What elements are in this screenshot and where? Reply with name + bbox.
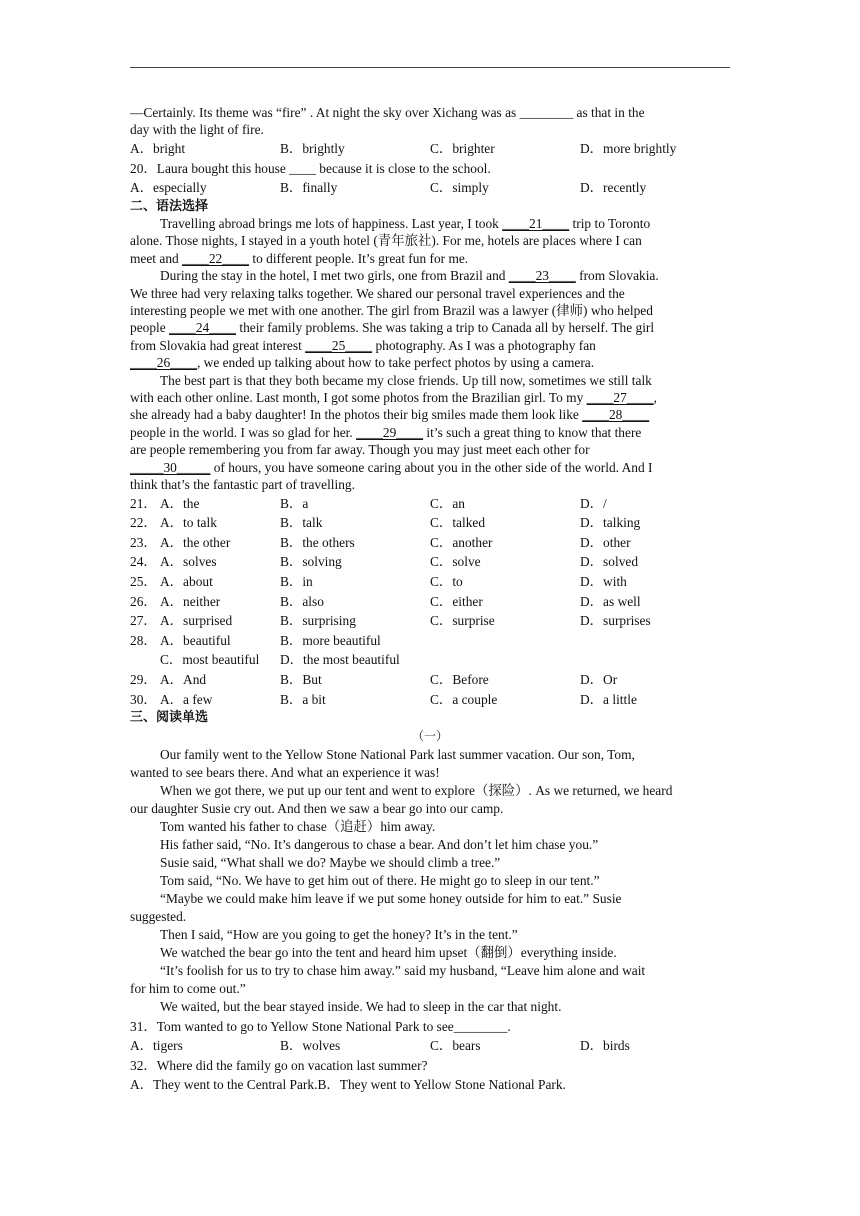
passage-text: people in the world. I was so glad for her. xyxy=(130,424,357,440)
passage-text: from Slovakia. xyxy=(575,268,659,284)
question-number: 21． xyxy=(130,495,157,511)
q20-option-b[interactable]: B．finally xyxy=(280,180,338,196)
passage2-line xyxy=(130,354,730,371)
option-c[interactable]: C．talked xyxy=(430,515,486,531)
passage-text: , we ended up talking about how to take perfect photos by using a camera. xyxy=(196,355,595,371)
q29-options xyxy=(130,670,730,690)
section3-title: 三、阅读单选 xyxy=(130,710,209,726)
q24-options xyxy=(130,552,730,572)
q32-option-b[interactable]: B．They went to Yellow Stone National Park. xyxy=(317,1077,566,1093)
passage2-line xyxy=(130,250,730,267)
option-a[interactable]: A．a few xyxy=(160,691,213,707)
q32-option-a[interactable]: A．They went to the Central Park. xyxy=(130,1077,318,1093)
option-b[interactable]: B．surprising xyxy=(280,613,356,629)
q31-option-a[interactable]: A．tigers xyxy=(130,1038,183,1054)
option-c[interactable]: C．solve xyxy=(430,554,481,570)
blank-21[interactable]: ____21____ xyxy=(502,216,570,231)
exam-page xyxy=(130,104,730,1095)
q19-line1: —Certainly. Its theme was “fire” . At night the sky over Xichang was as ________ as that in the xyxy=(130,105,645,120)
passage2-line xyxy=(130,337,730,354)
option-c[interactable]: C．most beautiful xyxy=(160,652,260,668)
option-a[interactable]: A．the other xyxy=(160,534,231,550)
q19-options xyxy=(130,139,730,159)
passage3-line: wanted to see bears there. And what an experience it was! xyxy=(130,765,440,781)
grammar-passage xyxy=(130,215,730,494)
question-number: 22． xyxy=(130,515,157,531)
question-number: 26． xyxy=(130,593,157,609)
q27-options xyxy=(130,611,730,631)
option-a[interactable]: A．neither xyxy=(160,593,221,609)
passage3-line: Susie said, “What shall we do? Maybe we should climb a tree.” xyxy=(160,855,501,871)
option-b[interactable]: B．more beautiful xyxy=(280,632,381,648)
passage3-line: We waited, but the bear stayed inside. We had to sleep in the car that night. xyxy=(160,999,562,1015)
option-d[interactable]: D．as well xyxy=(580,593,641,609)
question-number: 29． xyxy=(130,671,157,687)
q20-option-a[interactable]: A．especially xyxy=(130,180,207,196)
passage-text: she already had a baby daughter! In the photos their big smiles made them look like xyxy=(130,407,583,423)
option-b[interactable]: B．also xyxy=(280,593,324,609)
passage3-line: His father said, “No. It’s dangerous to chase a bear. And don’t let him chase you.” xyxy=(160,837,599,853)
option-d[interactable]: D．surprises xyxy=(580,613,651,629)
passage3-line: “Maybe we could make him leave if we put some honey outside for him to eat.” Susie xyxy=(160,891,622,907)
option-b[interactable]: B．solving xyxy=(280,554,342,570)
q19-line2: day with the light of fire. xyxy=(130,122,264,138)
passage3-line: for him to come out.” xyxy=(130,981,246,997)
question-number: 27． xyxy=(130,613,157,629)
option-a[interactable]: A．the xyxy=(160,495,200,511)
passage-text: meet and xyxy=(130,250,183,266)
q31-option-b[interactable]: B．wolves xyxy=(280,1038,341,1054)
passage2-line: The best part is that they both became my close friends. Up till now, sometimes we still talk xyxy=(160,372,652,388)
option-c[interactable]: C．surprise xyxy=(430,613,495,629)
passage2-line xyxy=(130,215,730,232)
passage2-line xyxy=(130,389,730,406)
blank-29[interactable]: ____29____ xyxy=(356,424,424,440)
option-c[interactable]: C．Before xyxy=(430,671,489,687)
passage-text: Travelling abroad brings me lots of happiness. Last year, I took xyxy=(160,216,503,231)
q26-options xyxy=(130,591,730,611)
passage2-line: are people remembering you from far away. Though you may just meet each other for xyxy=(130,442,590,458)
question-number: 23． xyxy=(130,534,157,550)
q31-stem: 31．Tom wanted to go to Yellow Stone National Park to see________. xyxy=(130,1018,511,1034)
passage3-line: When we got there, we put up our tent and went to explore（探险）. As we returned, we heard xyxy=(160,783,673,799)
passage2-line xyxy=(130,424,730,441)
option-d[interactable]: D．a little xyxy=(580,691,637,707)
q20-option-d[interactable]: D．recently xyxy=(580,180,647,196)
q20-stem: 20．Laura bought this house ____ because it is close to the school. xyxy=(130,160,491,176)
q31-option-c[interactable]: C．bears xyxy=(430,1038,481,1054)
passage2-line xyxy=(130,319,730,336)
q21-options xyxy=(130,494,730,514)
passage-text: , xyxy=(653,390,657,406)
question-number: 28． xyxy=(130,632,157,648)
option-d[interactable]: D．/ xyxy=(580,495,607,511)
q23-options xyxy=(130,533,730,553)
passage-text: it’s such a great thing to know that there xyxy=(423,424,642,440)
q31-options xyxy=(130,1036,730,1056)
passage-text: of hours, you have someone caring about you in the other side of the world. And I xyxy=(210,459,653,475)
passage2-line: We three had very relaxing talks together. We shared our personal travel experiences and the xyxy=(130,285,625,301)
option-b[interactable]: B．But xyxy=(280,671,322,687)
q30-options xyxy=(130,689,730,709)
passage-text: their family problems. She was taking a trip to Canada all by herself. The girl xyxy=(236,320,655,336)
q28-options-row2 xyxy=(130,650,730,670)
reading-passage xyxy=(130,746,730,1016)
option-b[interactable]: B．talk xyxy=(280,515,323,531)
option-d[interactable]: D．the most beautiful xyxy=(280,652,400,668)
option-a[interactable]: A．beautiful xyxy=(160,632,231,648)
q20-options xyxy=(130,178,730,198)
option-b[interactable]: B．in xyxy=(280,573,313,589)
option-c[interactable]: C．a couple xyxy=(430,691,498,707)
q19-option-d[interactable]: D．more brightly xyxy=(580,140,677,156)
grammar-options xyxy=(130,494,730,710)
option-c[interactable]: C．another xyxy=(430,534,493,550)
passage3-line: Then I said, “How are you going to get the honey? It’s in the tent.” xyxy=(160,927,518,943)
option-c[interactable]: C．to xyxy=(430,573,463,589)
blank-22[interactable]: ____22____ xyxy=(182,250,250,266)
blank-26[interactable]: ____26____ xyxy=(130,355,197,371)
option-c[interactable]: C．either xyxy=(430,593,483,609)
passage-text: trip to Toronto xyxy=(569,216,651,231)
blank-23[interactable]: ____23____ xyxy=(508,268,576,284)
passage3-line: suggested. xyxy=(130,909,187,925)
passage3-line: Our family went to the Yellow Stone National Park last summer vacation. Our son, Tom, xyxy=(160,747,635,763)
option-b[interactable]: B．the others xyxy=(280,534,355,550)
passage-text: with each other online. Last month, I got some photos from the Brazilian girl. To my xyxy=(130,390,587,406)
passage2-line: interesting people we met with one another. The girl from Brazil was a lawyer (律师) who helped xyxy=(130,303,653,319)
question-number: 30． xyxy=(130,691,157,707)
passage2-line xyxy=(130,267,730,284)
passage-text: people xyxy=(130,320,170,336)
passage3-line: our daughter Susie cry out. And then we saw a bear go into our camp. xyxy=(130,801,504,817)
section2-title: 二、语法选择 xyxy=(130,198,209,214)
passage-text: from Slovakia had great interest xyxy=(130,337,306,353)
q19-option-c[interactable]: C．brighter xyxy=(430,140,495,156)
option-a[interactable]: A．about xyxy=(160,573,213,589)
q19-option-b[interactable]: B．brightly xyxy=(280,140,345,156)
option-a[interactable]: A．surprised xyxy=(160,613,233,629)
passage2-line: alone. Those nights, I stayed in a youth hotel (青年旅社). For me, hotels are places where I can xyxy=(130,233,642,249)
option-a[interactable]: A．to talk xyxy=(160,515,217,531)
q31-option-d[interactable]: D．birds xyxy=(580,1038,630,1054)
passage-text: During the stay in the hotel, I met two girls, one from Brazil and xyxy=(160,268,509,284)
option-b[interactable]: B．a xyxy=(280,495,309,511)
passage3-line: Tom said, “No. We have to get him out of there. He might go to sleep in our tent.” xyxy=(160,873,600,889)
q22-options xyxy=(130,513,730,533)
question-number: 24． xyxy=(130,554,157,570)
blank-24[interactable]: ____24____ xyxy=(169,320,236,336)
blank-30[interactable]: _____30_____ xyxy=(130,459,211,475)
passage2-line xyxy=(130,459,730,476)
option-b[interactable]: B．a bit xyxy=(280,691,326,707)
blank-25[interactable]: ____25____ xyxy=(305,337,373,353)
q25-options xyxy=(130,572,730,592)
question-number: 25． xyxy=(130,573,157,589)
q32-options xyxy=(130,1075,730,1095)
passage-text: to different people. It’s great fun for me. xyxy=(249,250,469,266)
q20-option-c[interactable]: C．simply xyxy=(430,180,489,196)
blank-27[interactable]: ____27____ xyxy=(586,390,654,406)
passage3-line: We watched the bear go into the tent and heard him upset（翻倒）everything inside. xyxy=(160,945,617,961)
option-d[interactable]: D．Or xyxy=(580,671,618,687)
q28-options-row1 xyxy=(130,631,730,651)
q19-option-a[interactable]: A．bright xyxy=(130,140,186,156)
option-a[interactable]: A．And xyxy=(160,671,207,687)
option-d[interactable]: D．solved xyxy=(580,554,639,570)
passage2-line: think that’s the fantastic part of travelling. xyxy=(130,477,355,493)
passage2-line xyxy=(130,406,730,423)
passage3-line: Tom wanted his father to chase（追赶）him away. xyxy=(160,819,436,835)
option-d[interactable]: D．talking xyxy=(580,515,641,531)
header-rule xyxy=(130,67,730,68)
part-label: （一） xyxy=(411,729,448,744)
option-a[interactable]: A．solves xyxy=(160,554,217,570)
option-c[interactable]: C．an xyxy=(430,495,465,511)
passage3-line: “It’s foolish for us to try to chase him away.” said my husband, “Leave him alone and wait xyxy=(160,963,646,979)
blank-28[interactable]: ____28____ xyxy=(582,407,650,423)
option-d[interactable]: D．with xyxy=(580,573,627,589)
passage-text: photography. As I was a photography fan xyxy=(372,337,596,353)
q32-stem: 32．Where did the family go on vacation last summer? xyxy=(130,1057,428,1073)
option-d[interactable]: D．other xyxy=(580,534,631,550)
